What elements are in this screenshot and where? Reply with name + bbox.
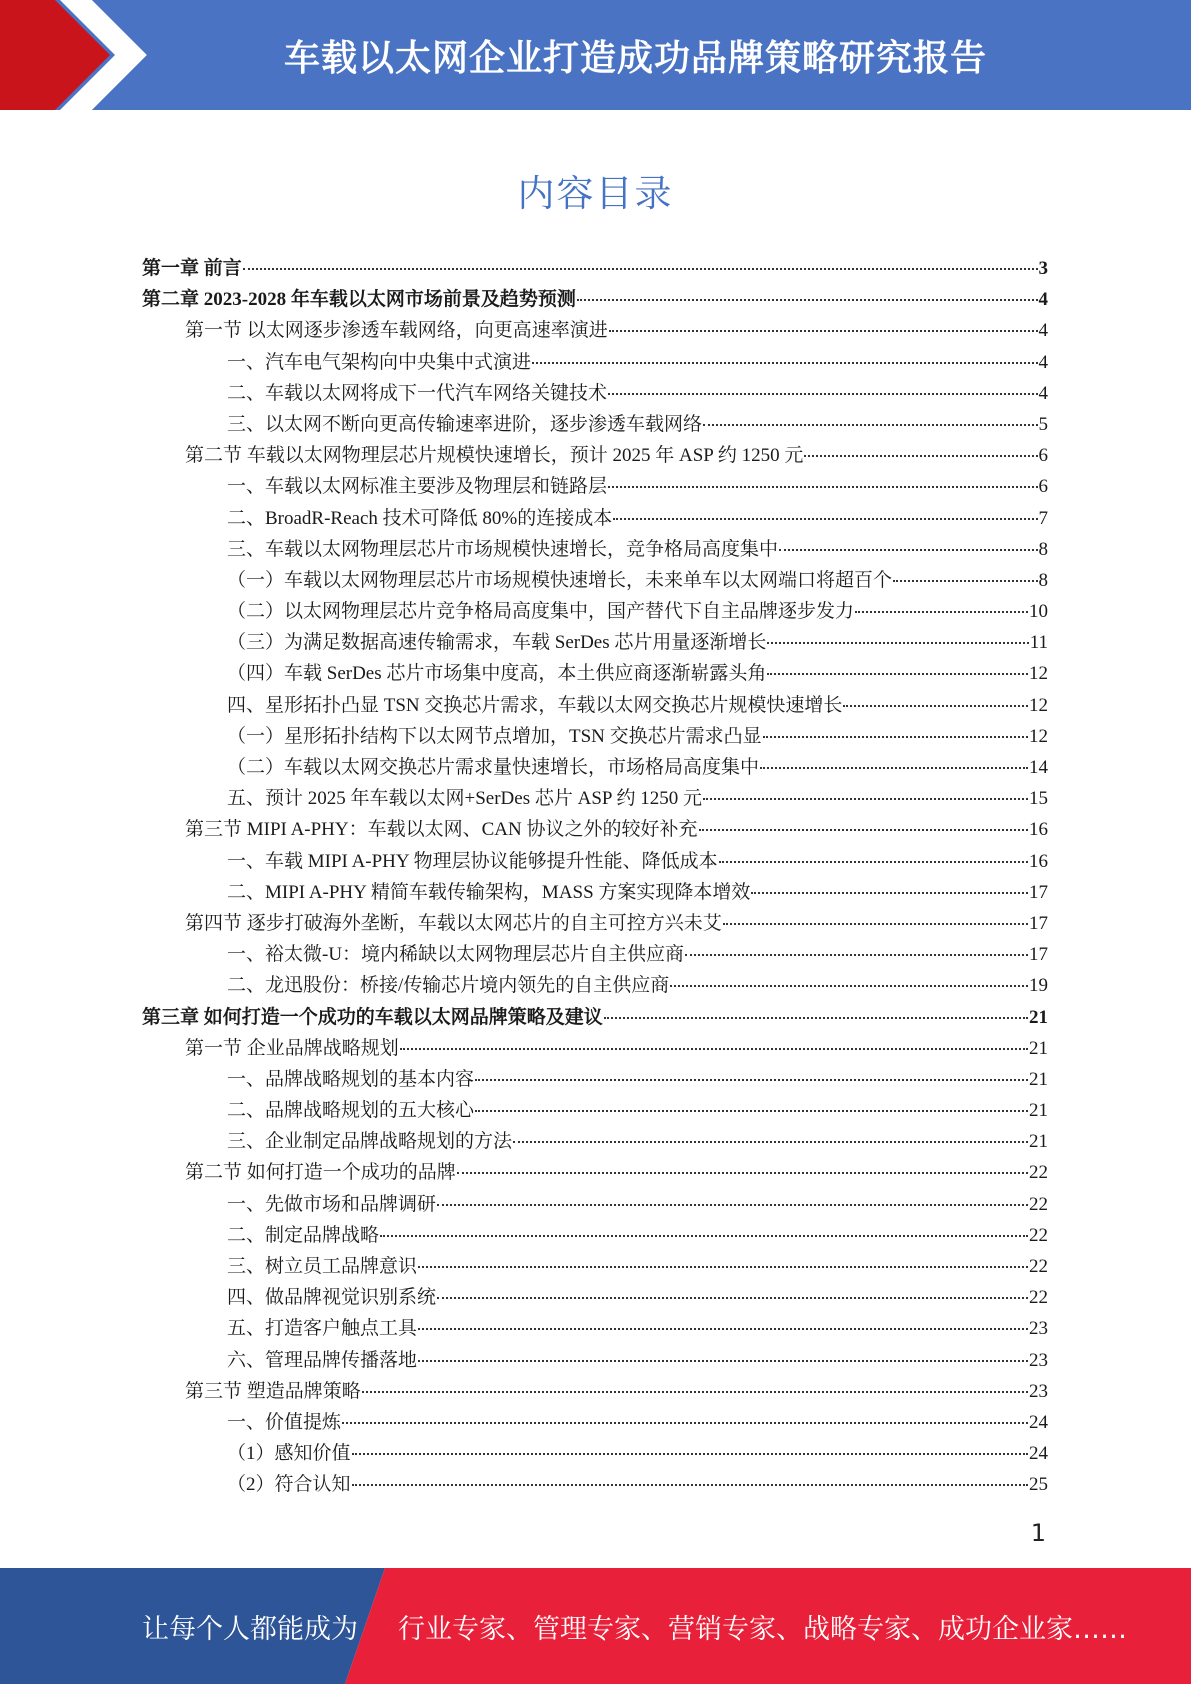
toc-heading: 内容目录 (517, 172, 674, 215)
toc-entry-title: 二、龙迅股份：桥接/传输芯片境内领先的自主供应商 (227, 975, 670, 997)
toc-entry[interactable] (142, 409, 1048, 440)
toc-entry-title: 一、汽车电气架构向中央集中式演进 (227, 351, 532, 373)
toc-entry[interactable] (142, 1189, 1048, 1220)
toc-entry-title: 一、裕太微-U：境内稀缺以太网物理层芯片自主供应商 (227, 944, 685, 966)
toc-entry-page: 21 (1029, 1037, 1048, 1059)
toc-entry[interactable] (142, 1220, 1048, 1251)
toc-entry[interactable] (142, 877, 1048, 908)
toc-entry-page: 4 (1038, 382, 1048, 404)
toc-entry[interactable] (142, 1282, 1048, 1313)
toc-entry-title: 三、树立员工品牌意识 (227, 1256, 418, 1277)
toc-entry[interactable] (142, 752, 1048, 783)
toc-entry[interactable] (142, 939, 1048, 970)
toc-dot-leader (751, 892, 1028, 894)
toc-entry-title: 二、MIPI A-PHY 精简车载传输架构，MASS 方案实现降本增效 (227, 881, 751, 903)
toc-entry-page: 8 (1038, 569, 1048, 591)
toc-dot-leader (608, 486, 1037, 488)
toc-entry[interactable] (142, 284, 1048, 315)
toc-entry-page: 24 (1029, 1411, 1048, 1433)
toc-dot-leader (893, 580, 1037, 582)
toc-entry-page: 22 (1029, 1224, 1048, 1246)
toc-entry[interactable] (142, 1376, 1048, 1407)
toc-entry-title: 第二节 车载以太网物理层芯片规模快速增长，预计 2025 年 ASP 约 1250 元 (185, 445, 804, 467)
toc-entry-page: 17 (1029, 912, 1048, 934)
toc-entry-page: 17 (1029, 881, 1048, 903)
toc-entry[interactable] (142, 471, 1048, 502)
toc-entry-title: 六、管理品牌传播落地 (227, 1349, 418, 1371)
toc-entry-title: 第二章 2023-2028 年车载以太网市场前景及趋势预测 (142, 289, 576, 311)
toc-entry[interactable] (142, 721, 1048, 752)
toc-entry-title: 五、预计 2025 年车载以太网+SerDes 芯片 ASP 约 1250 元 (227, 788, 702, 810)
toc-entry-title: （二）以太网物理层芯片竞争格局高度集中，国产替代下自主品牌逐步发力 (227, 601, 855, 623)
toc-entry-title: 第一节 企业品牌战略规划 (185, 1037, 399, 1059)
toc-entry[interactable] (142, 315, 1048, 346)
toc-entry[interactable] (142, 1345, 1048, 1376)
toc-entry-title: （四）车载 SerDes 芯片市场集中度高，本土供应商逐渐崭露头角 (227, 663, 767, 685)
toc-dot-leader (400, 1048, 1028, 1050)
toc-entry[interactable] (142, 1157, 1048, 1188)
toc-dot-leader (457, 1172, 1028, 1174)
toc-entry-page: 21 (1029, 1100, 1048, 1122)
toc-dot-leader (352, 1453, 1028, 1455)
toc-entry-title: 第三节 塑造品牌策略 (185, 1380, 361, 1402)
toc-entry[interactable] (142, 1438, 1048, 1469)
toc-entry-title: 一、品牌战略规划的基本内容 (227, 1068, 475, 1090)
toc-dot-leader (767, 673, 1028, 675)
toc-entry[interactable] (142, 440, 1048, 471)
toc-entry-title: 二、BroadR-Reach 技术可降低 80%的连接成本 (227, 507, 613, 529)
toc-dot-leader (243, 268, 1038, 270)
toc-dot-leader (763, 736, 1028, 738)
toc-entry-title: 第一节 以太网逐步渗透车载网络，向更高速率演进 (185, 320, 608, 342)
toc-entry-page: 7 (1038, 507, 1048, 529)
toc-entry-title: （一）星形拓扑结构下以太网节点增加，TSN 交换芯片需求凸显 (227, 725, 762, 747)
toc-dot-leader (779, 549, 1037, 551)
toc-entry-page: 24 (1029, 1443, 1048, 1465)
toc-entry-title: （三）为满足数据高速传输需求，车载 SerDes 芯片用量逐渐增长 (227, 632, 767, 654)
footer-slogan-left: 让每个人都能成为 (142, 1613, 358, 1645)
toc-entry-title: 第二节 如何打造一个成功的品牌 (185, 1162, 456, 1184)
toc-entry[interactable] (142, 503, 1048, 534)
toc-dot-leader (613, 518, 1037, 520)
toc-dot-leader (380, 1235, 1028, 1237)
header-arrow-graphic (0, 0, 160, 110)
toc-entry-title: 一、价值提炼 (227, 1411, 342, 1433)
toc-entry-page: 4 (1038, 289, 1048, 311)
toc-dot-leader (609, 330, 1038, 332)
toc-dot-leader (855, 611, 1028, 613)
footer-slogan-right: 行业专家、管理专家、营销专家、战略专家、成功企业家…… (398, 1613, 1127, 1645)
toc-entry-page: 23 (1029, 1318, 1048, 1340)
toc-entry-page: 19 (1029, 975, 1048, 997)
toc-entry-page: 5 (1038, 413, 1048, 435)
toc-entry-title: （1）感知价值 (227, 1443, 351, 1465)
toc-entry-page: 22 (1029, 1162, 1048, 1184)
toc-entry[interactable] (142, 1407, 1048, 1438)
toc-dot-leader (843, 705, 1028, 707)
toc-dot-leader (604, 1017, 1028, 1019)
toc-dot-leader (670, 985, 1028, 987)
toc-dot-leader (418, 1360, 1028, 1362)
toc-entry[interactable] (142, 565, 1048, 596)
toc-entry-title: （一）车载以太网物理层芯片市场规模快速增长，未来单车以太网端口将超百个 (227, 569, 893, 591)
toc-entry-page: 21 (1029, 1131, 1048, 1153)
toc-dot-leader (532, 362, 1037, 364)
toc-entry-title: （2）符合认知 (227, 1474, 351, 1496)
toc-entry[interactable] (142, 1251, 1048, 1282)
toc-dot-leader (719, 861, 1028, 863)
toc-entry[interactable] (142, 1313, 1048, 1344)
toc-dot-leader (608, 393, 1037, 395)
toc-entry[interactable] (142, 814, 1048, 845)
toc-entry-title: 第一章 前言 (142, 258, 242, 279)
toc-dot-leader (760, 767, 1028, 769)
toc-entry[interactable] (142, 534, 1048, 565)
toc-entry-title: 四、星形拓扑凸显 TSN 交换芯片需求，车载以太网交换芯片规模快速增长 (227, 694, 843, 716)
toc-dot-leader (703, 424, 1037, 426)
toc-entry-title: 二、制定品牌战略 (227, 1224, 380, 1246)
toc-entry-title: 一、先做市场和品牌调研 (227, 1193, 437, 1215)
toc-dot-leader (685, 954, 1028, 956)
toc-entry-page: 8 (1038, 538, 1048, 560)
toc-entry[interactable] (142, 783, 1048, 814)
toc-entry-title: 一、车载以太网标准主要涉及物理层和链路层 (227, 476, 608, 498)
toc-dot-leader (699, 829, 1029, 831)
toc-entry-page: 25 (1029, 1474, 1048, 1496)
toc-entry-page: 4 (1038, 320, 1048, 342)
toc-entry-page: 10 (1029, 601, 1048, 623)
page-number: 1 (1030, 1519, 1046, 1547)
toc-entry-page: 22 (1029, 1193, 1048, 1215)
toc-entry-title: 五、打造客户触点工具 (227, 1318, 418, 1340)
toc-entry[interactable] (142, 378, 1048, 409)
toc-entry-page: 17 (1029, 944, 1048, 966)
toc-entry[interactable] (142, 627, 1048, 658)
toc-dot-leader (723, 923, 1028, 925)
toc-entry-page: 16 (1029, 819, 1048, 841)
toc-entry-page: 22 (1029, 1287, 1048, 1309)
toc-entry-page: 12 (1029, 663, 1048, 685)
toc-entry[interactable] (142, 846, 1048, 877)
footer-band (0, 1568, 1191, 1684)
toc-entry[interactable] (142, 1002, 1048, 1033)
toc-entry-title: 第三章 如何打造一个成功的车载以太网品牌策略及建议 (142, 1006, 603, 1028)
toc-entry[interactable] (142, 1095, 1048, 1126)
toc-entry[interactable] (142, 970, 1048, 1001)
table-of-contents (142, 253, 1048, 1501)
toc-dot-leader (362, 1391, 1028, 1393)
toc-entry-page: 12 (1029, 694, 1048, 716)
toc-entry[interactable] (142, 596, 1048, 627)
toc-dot-leader (342, 1422, 1028, 1424)
toc-dot-leader (475, 1110, 1028, 1112)
toc-dot-leader (475, 1079, 1028, 1081)
toc-entry-title: 四、做品牌视觉识别系统 (227, 1287, 437, 1309)
toc-dot-leader (418, 1328, 1028, 1330)
toc-entry-page: 15 (1029, 788, 1048, 810)
toc-entry-page: 6 (1038, 476, 1048, 498)
toc-entry-title: 二、车载以太网将成下一代汽车网络关键技术 (227, 382, 608, 404)
toc-dot-leader (437, 1204, 1028, 1206)
toc-entry-title: 三、以太网不断向更高传输速率进阶，逐步渗透车载网络 (227, 413, 703, 435)
toc-entry-page: 23 (1029, 1349, 1048, 1371)
toc-entry-page: 6 (1038, 445, 1048, 467)
document-title: 车载以太网企业打造成功品牌策略研究报告 (283, 37, 987, 79)
toc-dot-leader (418, 1266, 1028, 1268)
toc-entry-page: 21 (1029, 1006, 1048, 1028)
toc-entry[interactable] (142, 908, 1048, 939)
toc-entry-page: 4 (1038, 351, 1048, 373)
toc-entry[interactable] (142, 1126, 1048, 1157)
toc-entry-page: 11 (1029, 632, 1048, 654)
toc-entry-title: 第三节 MIPI A-PHY：车载以太网、CAN 协议之外的较好补充 (185, 819, 698, 841)
toc-entry-title: 三、车载以太网物理层芯片市场规模快速增长，竞争格局高度集中 (227, 538, 779, 560)
toc-entry-page: 3 (1038, 258, 1048, 279)
toc-entry-page: 14 (1029, 757, 1048, 778)
toc-dot-leader (352, 1484, 1028, 1486)
toc-entry-page: 16 (1029, 850, 1048, 872)
toc-entry-title: 二、品牌战略规划的五大核心 (227, 1100, 475, 1122)
toc-entry[interactable] (142, 658, 1048, 689)
toc-entry-title: 三、企业制定品牌战略规划的方法 (227, 1131, 513, 1153)
toc-dot-leader (577, 299, 1038, 301)
toc-dot-leader (437, 1297, 1028, 1299)
toc-entry[interactable] (142, 1033, 1048, 1064)
toc-entry-page: 21 (1029, 1068, 1048, 1090)
toc-entry-page: 23 (1029, 1380, 1048, 1402)
toc-entry-title: 第四节 逐步打破海外垄断，车载以太网芯片的自主可控方兴未艾 (185, 912, 722, 934)
toc-entry-title: 一、车载 MIPI A-PHY 物理层协议能够提升性能、降低成本 (227, 850, 718, 872)
toc-entry[interactable] (142, 1469, 1048, 1500)
toc-dot-leader (703, 798, 1028, 800)
toc-entry-page: 12 (1029, 725, 1048, 747)
toc-entry-page: 22 (1029, 1256, 1048, 1277)
toc-entry[interactable] (142, 253, 1048, 284)
toc-entry[interactable] (142, 1064, 1048, 1095)
toc-dot-leader (804, 455, 1037, 457)
toc-dot-leader (767, 642, 1028, 644)
toc-entry[interactable] (142, 690, 1048, 721)
header-band (0, 0, 1191, 110)
toc-entry[interactable] (142, 347, 1048, 378)
toc-entry-title: （二）车载以太网交换芯片需求量快速增长，市场格局高度集中 (227, 757, 760, 778)
toc-dot-leader (513, 1141, 1028, 1143)
